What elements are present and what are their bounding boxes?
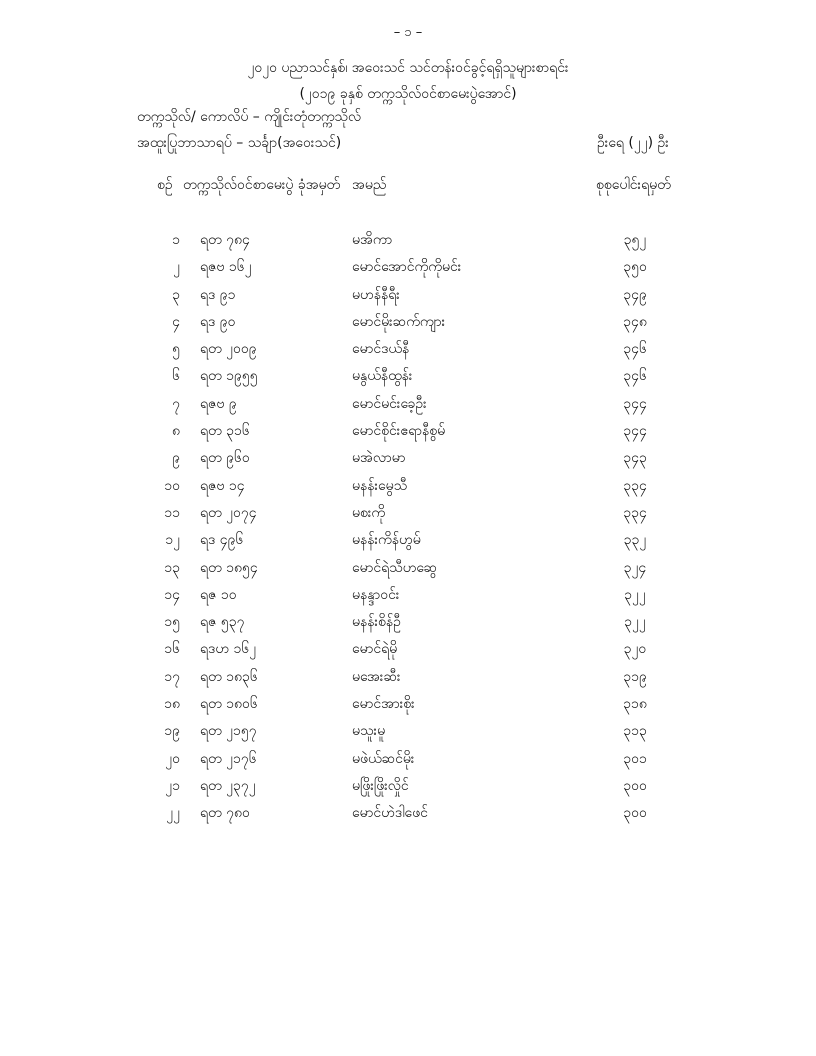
table-row — [0, 694, 816, 721]
row-number: ၁၂ — [165, 532, 180, 549]
student-name: မနွယ်နီထွန်း — [352, 368, 413, 385]
row-number: ၁၆ — [164, 641, 180, 658]
total-score: ၃၂၀ — [623, 641, 647, 658]
total-score: ၃၀၀ — [623, 805, 647, 822]
student-name: မဖဲယ်ဆင်မိုး — [352, 750, 415, 767]
student-name: မောင်ဒယ်နီ — [352, 341, 410, 358]
student-name: မောင်အားစိုး — [352, 696, 415, 713]
row-number: ၄ — [172, 313, 180, 330]
row-number: ၁၁ — [164, 504, 180, 521]
roll-number: ရတ ၉၆၀ — [200, 450, 250, 467]
row-number: ၂၀ — [165, 750, 180, 767]
results-table — [0, 230, 816, 831]
roll-number: ရဇ ၅၃၇ — [200, 614, 245, 631]
roll-number: ရဒ ၄၉၆ — [200, 532, 244, 549]
column-header-score: စုစုပေါင်းရမှတ် — [596, 177, 671, 193]
table-row — [0, 339, 816, 366]
total-score: ၃၃၄ — [623, 504, 647, 521]
roll-number: ရဇ ၁၀ — [200, 586, 237, 603]
student-name: မစးကို — [352, 504, 386, 521]
student-name: မနန်းမွေသီ — [352, 477, 408, 494]
table-row — [0, 667, 816, 694]
total-score: ၃၁၉ — [623, 668, 647, 685]
column-header-no: စဉ် — [157, 177, 173, 193]
total-score: ၃၄၄ — [623, 395, 647, 412]
table-row — [0, 366, 816, 393]
student-name: မသူးမူ — [352, 723, 386, 740]
row-number: ၃ — [172, 286, 180, 303]
document-subtitle: (၂၀၁၉ ခုနှစ် တက္ကသိုလ်ဝင်စာမေးပွဲအောင်) — [299, 86, 517, 102]
row-number: ၁၄ — [164, 586, 180, 603]
column-header-roll: တက္ကသိုလ်ဝင်စာမေးပွဲ ခုံအမှတ် — [183, 177, 341, 193]
table-row — [0, 749, 816, 776]
student-name: မနန္ဒာဝင်း — [352, 586, 400, 603]
row-number: ၁၈ — [164, 696, 180, 713]
column-header-name: အမည် — [352, 177, 387, 193]
row-number: ၆ — [172, 368, 180, 385]
total-score: ၃၁၃ — [623, 723, 647, 740]
row-number: ၇ — [172, 395, 180, 412]
table-row — [0, 230, 816, 257]
student-name: မအေးဆီး — [352, 668, 401, 685]
roll-number: ရဒ ၉၁ — [200, 286, 236, 303]
roll-number: ရတ ၁၈၃၆ — [200, 668, 258, 685]
row-number: ၈ — [172, 423, 180, 440]
student-name: မနန်းကိန်ဟွမ် — [352, 532, 421, 549]
roll-number: ရတ ၂၁၇၆ — [200, 750, 257, 767]
total-score: ၃၂၂ — [624, 614, 646, 631]
student-name: မောင်အောင်ကိုကိုမင်း — [352, 259, 462, 276]
total-score: ၃၂၂ — [624, 586, 646, 603]
total-score: ၃၄၄ — [623, 423, 647, 440]
row-number: ၁ — [172, 232, 180, 248]
total-score: ၃၃၄ — [623, 477, 647, 494]
table-row — [0, 421, 816, 448]
table-row — [0, 558, 816, 585]
total-score: ၃၁၈ — [623, 696, 647, 713]
roll-number: ရဒဟ ၁၆၂ — [200, 641, 257, 658]
roll-number: ရတ ၂၀၇၄ — [200, 504, 257, 521]
university-line: တက္ကသိုလ်/ ကောလိပ် – ကျိုင်းတုံတက္ကသိုလ် — [137, 109, 362, 125]
roll-number: ရတ ၂၃၇၂ — [200, 777, 256, 794]
total-score: ၃၄၈ — [623, 313, 647, 330]
table-row — [0, 803, 816, 830]
roll-number: ရတ ၇၈၄ — [200, 232, 250, 248]
table-row — [0, 476, 816, 503]
student-name: မောင်ရဲသီဟဆွေ — [352, 559, 437, 576]
table-row — [0, 257, 816, 284]
table-row — [0, 585, 816, 612]
roll-number: ရတ ၁၉၅၅ — [200, 368, 258, 385]
row-number: ၁၀ — [164, 477, 180, 494]
student-name: မအိကာ — [352, 232, 393, 248]
table-row — [0, 530, 816, 557]
document-title: ၂၀၂၀ ပညာသင်နှစ်၊ အဝေးသင် သင်တန်းဝင်ခွင့်ရရှိသူများစာရင်း — [247, 60, 569, 76]
total-count: ဦးရေ (၂၂) ဦး — [597, 135, 669, 151]
row-number: ၁၃ — [164, 559, 180, 576]
row-number: ၂၂ — [166, 805, 180, 822]
total-score: ၃၀၀ — [623, 777, 647, 794]
roll-number: ရတ ၁၈၀၆ — [200, 696, 258, 713]
row-number: ၅ — [172, 341, 180, 358]
table-row — [0, 721, 816, 748]
roll-number: ရတ ၂၀၀၉ — [200, 341, 257, 358]
table-row — [0, 503, 816, 530]
total-score: ၃၄၃ — [623, 450, 647, 467]
roll-number: ရဒ ၉၀ — [200, 313, 236, 330]
roll-number: ရဇဗ ၉ — [200, 395, 237, 412]
total-score: ၃၀၁ — [623, 750, 647, 767]
total-score: ၃၂၄ — [623, 559, 647, 576]
student-name: မနန်းစိန်ဦ — [352, 614, 401, 631]
student-name: မအဲလာမာ — [352, 450, 406, 467]
table-row — [0, 612, 816, 639]
table-row — [0, 448, 816, 475]
student-name: မောင်ဟဲဒါဖေင် — [352, 805, 428, 822]
major-line: အထူးပြုဘာသာရပ် – သင်္ချာ(အဝေးသင်) — [137, 135, 342, 151]
page-number: – ၁ – — [393, 25, 423, 40]
student-name: မောင်စိုင်းဧရာနီစွမ် — [352, 423, 446, 440]
student-name: မဖြိုးဖြိုးလှိုင် — [352, 777, 409, 794]
roll-number: ရဇဗ ၁၄ — [200, 477, 245, 494]
total-score: ၃၄၉ — [623, 286, 647, 303]
row-number: ၁၅ — [164, 614, 180, 631]
table-row — [0, 312, 816, 339]
student-name: မောင်မိုးဆက်ကျား — [352, 313, 446, 330]
total-score: ၃၄၆ — [623, 341, 647, 358]
student-name: မောင်မင်းခေ့ဦး — [352, 395, 427, 412]
roll-number: ရတ ၂၁၅၇ — [200, 723, 257, 740]
total-score: ၃၅၀ — [623, 259, 647, 276]
table-row — [0, 776, 816, 803]
total-score: ၃၅၂ — [623, 232, 647, 248]
row-number: ၂၁ — [165, 777, 180, 794]
total-score: ၃၄၆ — [623, 368, 647, 385]
roll-number: ရဇဗ ၁၆၂ — [200, 259, 252, 276]
roll-number: ရတ ၁၈၅၄ — [200, 559, 258, 576]
table-row — [0, 285, 816, 312]
row-number: ၁၉ — [164, 723, 180, 740]
student-name: မောင်ရဲမို — [352, 641, 398, 658]
table-row — [0, 394, 816, 421]
row-number: ၁၇ — [164, 668, 180, 685]
table-row — [0, 639, 816, 666]
student-name: မဟန်နီရီး — [352, 286, 400, 303]
row-number: ၉ — [172, 450, 180, 467]
roll-number: ရတ ၃၁၆ — [200, 423, 250, 440]
row-number: ၂ — [173, 259, 180, 276]
total-score: ၃၃၂ — [623, 532, 647, 549]
roll-number: ရတ ၇၈၀ — [200, 805, 250, 822]
